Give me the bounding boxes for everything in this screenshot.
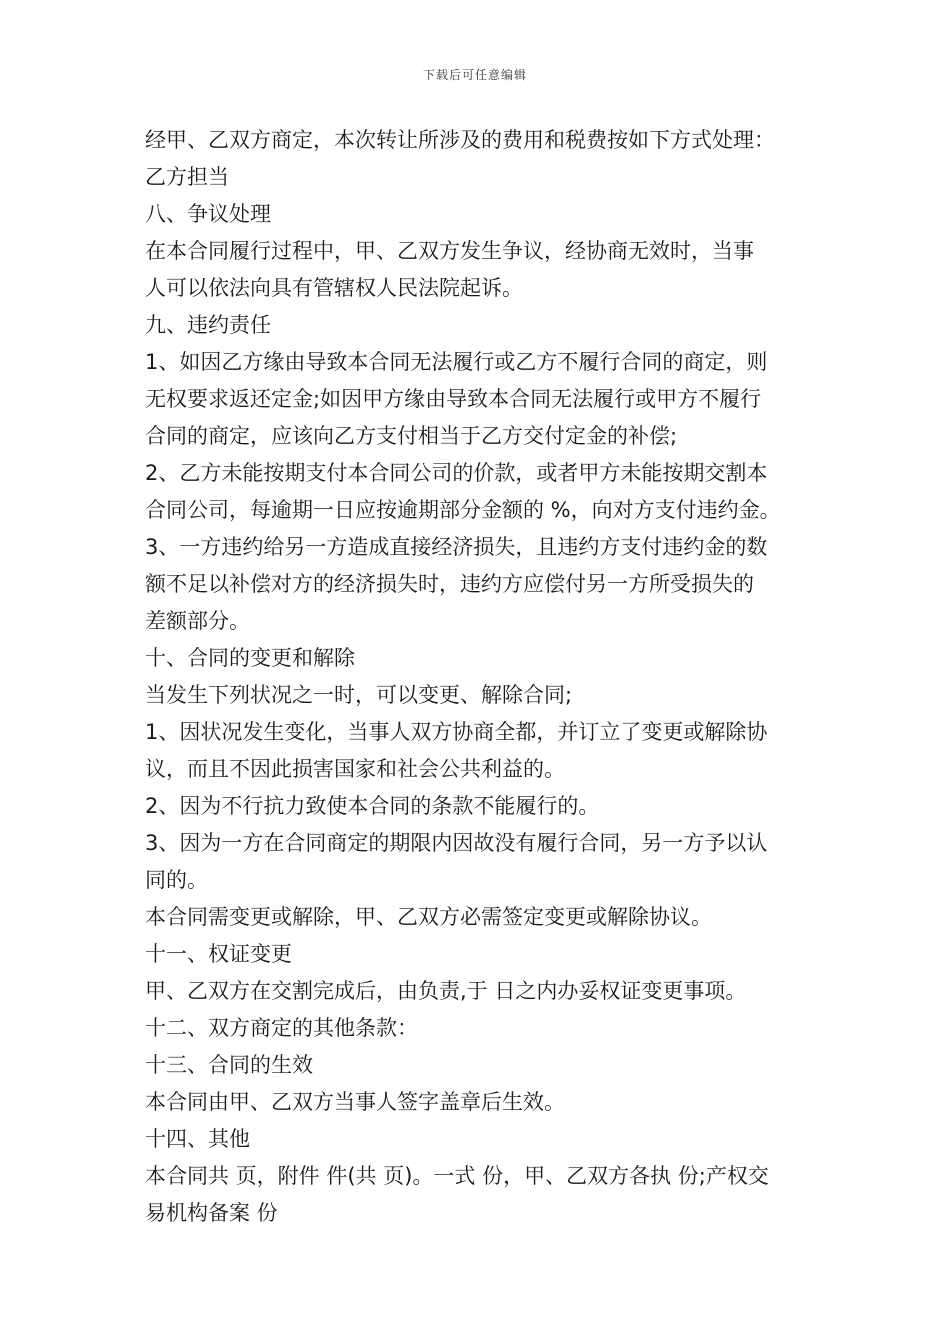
body-line: 本合同需变更或解除，甲、乙双方必需签定变更或解除协议。 <box>145 905 712 929</box>
body-line: 3、一方违约给另一方造成直接经济损失，且违约方支付违约金的数 <box>145 535 768 559</box>
body-line: 差额部分。 <box>145 609 250 633</box>
body-line: 无权要求返还定金;如因甲方缘由导致本合同无法履行或甲方不履行 <box>145 387 762 411</box>
page-header: 下载后可任意编辑 <box>422 68 527 82</box>
body-line: 额不足以补偿对方的经济损失时，违约方应偿付另一方所受损失的 <box>145 572 754 596</box>
section-heading: 十二、双方商定的其他条款： <box>145 1016 418 1040</box>
body-line: 同的。 <box>145 868 208 892</box>
section-heading: 十一、权证变更 <box>145 942 292 966</box>
section-heading: 八、争议处理 <box>145 202 271 226</box>
section-heading: 十四、其他 <box>145 1127 250 1151</box>
body-line: 在本合同履行过程中，甲、乙双方发生争议，经协商无效时，当事 <box>145 239 754 263</box>
body-line: 合同公司，每逾期一日应按逾期部分金额的 %，向对方支付违约金。 <box>145 498 781 522</box>
body-line: 合同的商定，应该向乙方支付相当于乙方交付定金的补偿; <box>145 424 678 448</box>
body-line: 2、乙方未能按期支付本合同公司的价款，或者甲方未能按期交割本 <box>145 461 768 485</box>
body-line: 乙方担当 <box>145 165 229 189</box>
body-line: 本合同共 页，附件 件(共 页)。一式 份，甲、乙双方各执 份;产权交 <box>145 1164 769 1188</box>
body-line: 本合同由甲、乙双方当事人签字盖章后生效。 <box>145 1090 565 1114</box>
body-line: 议，而且不因此损害国家和社会公共利益的。 <box>145 757 565 781</box>
body-line: 经甲、乙双方商定，本次转让所涉及的费用和税费按如下方式处理： <box>145 128 775 152</box>
body-line: 易机构备案 份 <box>145 1201 278 1225</box>
body-line: 3、因为一方在合同商定的期限内因故没有履行合同，另一方予以认 <box>145 831 768 855</box>
body-line: 人可以依法向具有管辖权人民法院起诉。 <box>145 276 523 300</box>
body-line: 1、因状况发生变化，当事人双方协商全都，并订立了变更或解除协 <box>145 720 768 744</box>
body-line: 2、因为不行抗力致使本合同的条款不能履行的。 <box>145 794 600 818</box>
document-body <box>145 122 815 1232</box>
section-heading: 九、违约责任 <box>145 313 271 337</box>
body-line: 1、如因乙方缘由导致本合同无法履行或乙方不履行合同的商定，则 <box>145 350 768 374</box>
body-line: 甲、乙双方在交割完成后，由负责,于 日之内办妥权证变更事项。 <box>145 979 747 1003</box>
section-heading: 十三、合同的生效 <box>145 1053 313 1077</box>
body-line: 当发生下列状况之一时，可以变更、解除合同; <box>145 683 573 707</box>
section-heading: 十、合同的变更和解除 <box>145 646 355 670</box>
